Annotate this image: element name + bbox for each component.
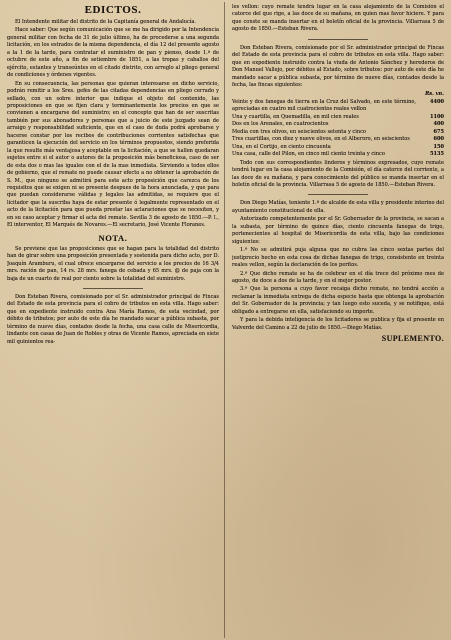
item-text: Tres cuartillas, con diez y nueve olivos, en el Alberoro, en seiscientos [232, 136, 410, 143]
currency-label: Rs. vn. [425, 90, 444, 97]
matias-notice-intro: Don Diego Matías, teniente 1.º de alcalde de esta villa y presidente interino del ayuntamiento constitucional de ella. [232, 200, 444, 214]
edict-intro: El Intendente militar del distrito de la Capitanía general de Andalucía. [15, 19, 197, 25]
rivera-notice-2: Don Esteban Rivera, comisionado por el Sr. administrador principal de Fincas del Estado de esta provincia para el cobro de tributos en esta villa. Hago saber: que en expediente instruido contra la viuda de Antonio Sánchez y herederos de Don Manuel Vallejo, por débitos al Estado, sobre tributos: por auto de este día he mandado sacar a pública subasta, por término de nueve días, contados desde la fecha, las fincas siguientes: [232, 44, 444, 89]
right-column [232, 4, 444, 636]
list-item [232, 151, 444, 158]
rivera-notice-2-close: Todo con sus correspondientes linderos y términos expresados, cuyo remate tendrá lugar en la casa alojamiento de la Comisión, el día catorce del corriente, a las doce de su mañana, y para conocimiento del público se manda insertar en el boletín oficial de la provincia. Villarrasa 5 de agosto de 1850.—Esteban Rivera. [232, 159, 444, 188]
separator-rule [83, 288, 143, 289]
item-amount: 5135 [429, 151, 444, 158]
property-list [232, 99, 444, 159]
item-text: Una casa, calle del Pilon, en cinco mil ciento treinta y cinco [232, 151, 385, 158]
list-item [232, 136, 444, 143]
condition-2: 2.ª Que dicho remate se ha de celebrar en el día trece del próximo mes de agosto, de doce a dos de la tarde, y en el mejor postor. [232, 270, 444, 284]
note-body: Se previene que las proposiciones que se hagan para la totalidad del distrito han de girar sobre una proposición presentada y sostenida para dicho acto, por D. Joaquín Aramburu, el cual ofrece encargarse del servicio a los precios de 16 3/4 mrs. ración de pan, 14 rs. 28 mrs. fanega de cebada y 65 mrs. @ de paja con la baja de un cuarto de real por ciento sobre la totalidad del suministro. [7, 245, 219, 282]
separator-rule [308, 39, 368, 40]
note-title: NOTA. [98, 232, 128, 243]
condition-3: 3.ª Que la persona a cuyo favor recaiga dicho remate, no tendrá acción a reclamar la inmediata entrega de dicha especie hasta que obtenga la aprobación del Sr. Gobernador de la provincia; y tan luego esto suceda, y se notifique, está obligado a entregarse en ella, satisfaciendo su importe. [232, 286, 444, 315]
matias-notice-close: Y para la debida inteligencia de los licitadores se publica y fija el presente en Valverde del Camino a 22 de julio de 1850.—Diego Matías. [232, 317, 444, 331]
item-text: Una, en el Cortijo, en ciento cincuenta [232, 143, 331, 150]
condition-1: 1.ª No se admitirá puja alguna que no cubra las cinco sextas partes del justiprecio hecho en esta cosa de dichas fanegas de trigo, consistente en treinta reales vellon, según la declaración de los peritos. [232, 247, 444, 269]
left-column [7, 4, 219, 636]
item-text: Media con tres olivos, en seiscientos setenta y cinco [232, 128, 366, 135]
item-amount: 600 [433, 136, 444, 143]
column-divider [224, 2, 225, 638]
item-amount: 675 [433, 128, 444, 135]
edict-body: Hace saber: Que según comunicación que se me ha dirigido por la Intendencia general militar con fecha de 31 de julio último, ha de procederse a una segunda licitación, en los estrados de la misma dependencia, el día 12 del presente agosto a la 1 de la tarde, para contratar el suministro de pan y pienso, desde 1.º de octubre de este año, a fin de setiembre de 1851, a las tropas y caballos del ejército, estantes y transeúntes en el citado distrito, con arreglo al pliego general de condiciones y órdenes vigentes. [7, 27, 219, 79]
edict-conditions: En su consecuencia, las personas que quieran interesarse en dicho servicio, podrán remitir a los Sres. gefes de las citadas dependencias en pliego cerrado y sellado, con un sobre interior que indique el objeto del contenido, las proposiciones en que se fijen clara y terminantemente los precios en que se convienen a encargarse del suministro; en el concepto que han de ser suscritas también por sus abonadores y personas que a juicio de este juzgado sean de arraigo y responsabilidad suficiente, que en el caso de duda podrá aprobarse y hacerse constar por los recibos de contribuciones corrientes satisfechas que garanticen la ejecución del servicio en los términos propuestos, siendo preferida la que resulte más ventajosa y aceptable en la licitación, a que se hallen quedaran sujetos entre si el autor o autores de la proposición más beneficiosa, caso de ser de esta dos o mas las iguales con el de la mas inmediata. Sirviendo a todos ellos de gobierno, que el remate no puede causar efecto a no obtener la aprobación de S. M., que ninguno se admitirá para este acto proposición que carezca de los requisitos que se exigen ni se presente despues de la hora anunciada, y que para que puedan considerarse válidas y legales las admitidas, se requiere que el licitador que la suscriba haya de estar presente ó legalmente representado en el acto de la licitación para que pueda prestar las aclaraciones que se necesiten, y en su caso aceptar y firmar el acta del remate. Sevilla 3 de agosto de 1850.—P. I., El interventor, El Marqués de Novares.—El secretario, José Vicente Floranes. [7, 80, 219, 229]
item-amount: 1100 [429, 113, 444, 120]
item-amount: 4400 [429, 98, 444, 105]
section-title: EDICTOS. [84, 4, 142, 16]
list-item [232, 99, 444, 114]
separator-rule [308, 194, 368, 195]
rivera-notice-1-cont: les vellon: cuyo remate tendrá lugar en la casa alojamiento de la Comisión el catorce del que rige, a las doce de su mañana, en quien mas favor hiciere. Y para que conste se manda insertar en el boletín oficial de la provincia. Villarrasa 5 de agosto de 1850.—Esteban Rivera. [232, 4, 444, 33]
item-amount: 150 [433, 143, 444, 150]
supplement-heading: SUPLEMENTO. [381, 334, 444, 344]
rivera-notice-1: Don Esteban Rivera, comisionado por el Sr. administrador principal de Fincas del Estado de esta provincia para el cobro de tributos en esta villa. Hago saber: que en expediente instruido contra Ana María Ramos, de esta vecindad, por débito de tributos; por auto de este día he mandado sacar a pública subasta, por término de nueve días, contados desde la fecha, una casa calle de Misericordia, lindante con casas de Juan de Robles y otras de Vicente Ramos, apreciada en siete mil quinientos rea- [7, 293, 219, 345]
matias-notice-body: Autorizado competentemente por el Sr. Gobernador de la provincia, se sacan a la subasta, por término de quince días, ciento cincuenta fanegas de trigo, pertenecientes al hospital de Misericordia de esta villa, bajo las condiciones siguientes: [232, 216, 444, 245]
item-amount: 400 [433, 121, 444, 128]
item-text: Una y cuartilla, en Quemadilla, en mil cien reales [232, 113, 359, 120]
item-text: Veinte y dos fanegas de tierra en la Cruz del Salvado, en este término, apreciadas en cuatro mil cuatrocientos reales vellon [232, 98, 416, 113]
item-text: Dos en los Arenales, en cuatrocientos [232, 121, 329, 128]
list-item [232, 121, 444, 128]
